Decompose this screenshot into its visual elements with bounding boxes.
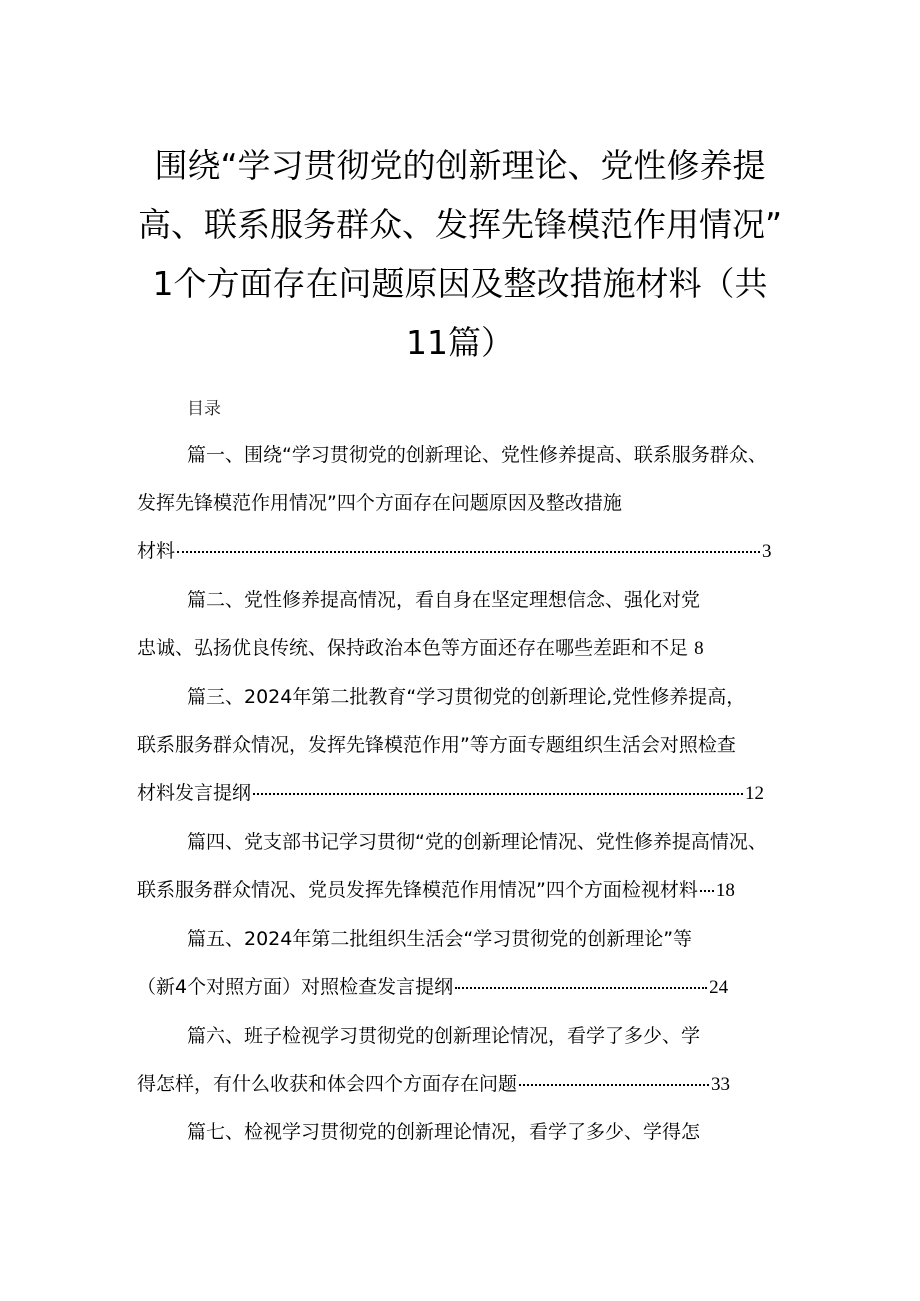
toc-entry-6-page: 33 [711, 1074, 731, 1095]
title-line: 1个方面存在问题原因及整改措施材料（共 [152, 264, 768, 303]
toc-entry-7-line[interactable]: 篇七、检视学习贯彻党的创新理论情况，看学了多少、学得怎 [187, 1121, 701, 1143]
toc-entry-1-line[interactable]: 发挥先锋模范作用情况”四个方面存在问题原因及整改措施 [137, 492, 622, 514]
toc-entry-3-text: 材料发言提纲 [137, 782, 252, 804]
toc-entry-5-text: （新4个对照方面）对照检查发言提纲 [137, 976, 454, 998]
dot-leader [253, 793, 743, 795]
toc-entry-4-line[interactable]: 篇四、党支部书记学习贯彻“党的创新理论情况、党性修养提高情况、 [187, 831, 767, 853]
toc-entry-1-page: 3 [762, 541, 772, 562]
toc-entry-1-line[interactable]: 篇一、围绕“学习贯彻党的创新理论、党性修养提高、联系服务群众、 [187, 444, 767, 466]
title-line: 11篇） [406, 323, 514, 362]
toc-entry-2-line-last[interactable] [137, 636, 704, 660]
toc-entry-3-page: 12 [745, 783, 765, 804]
dot-leader [177, 551, 760, 553]
toc-entry-5-line[interactable]: 篇五、2024年第二批组织生活会“学习贯彻党的创新理论”等 [187, 928, 693, 950]
document-title [120, 136, 800, 372]
toc-entry-2-page: 8 [694, 638, 704, 659]
toc-entry-6-text: 得怎样，有什么收获和体会四个方面存在问题 [137, 1073, 518, 1095]
toc-entry-4-line-last[interactable] [137, 878, 735, 902]
dot-leader [455, 987, 707, 989]
toc-entry-5-line-last[interactable] [137, 975, 728, 999]
toc-heading: 目录 [187, 399, 221, 419]
dot-leader [519, 1084, 709, 1086]
toc-entry-3-line[interactable]: 联系服务群众情况，发挥先锋模范作用”等方面专题组织生活会对照检查 [137, 734, 736, 756]
toc-entry-6-line[interactable]: 篇六、班子检视学习贯彻党的创新理论情况，看学了多少、学 [187, 1025, 701, 1047]
toc-entry-4-text: 联系服务群众情况、党员发挥先锋模范作用情况”四个方面检视材料 [137, 879, 698, 901]
toc-entry-4-page: 18 [715, 880, 735, 901]
toc-entry-2-text: 忠诚、弘扬优良传统、保持政治本色等方面还存在哪些差距和不足 [137, 637, 689, 659]
toc-entry-1-text: 材料 [137, 540, 176, 562]
title-line: 围绕“学习贯彻党的创新理论、党性修养提 [154, 146, 766, 185]
dot-leader [700, 890, 714, 892]
toc-entry-1-line-last[interactable] [137, 539, 772, 563]
toc-entry-3-line[interactable]: 篇三、2024年第二批教育“学习贯彻党的创新理论,党性修养提高， [187, 686, 746, 708]
title-line: 高、联系服务群众、发挥先锋模范作用情况” [137, 205, 783, 244]
toc-entry-2-line[interactable]: 篇二、党性修养提高情况，看自身在坚定理想信念、强化对党 [187, 589, 701, 611]
toc-entry-6-line-last[interactable] [137, 1072, 730, 1096]
toc-entry-3-line-last[interactable] [137, 781, 764, 805]
toc-entry-5-page: 24 [709, 977, 729, 998]
